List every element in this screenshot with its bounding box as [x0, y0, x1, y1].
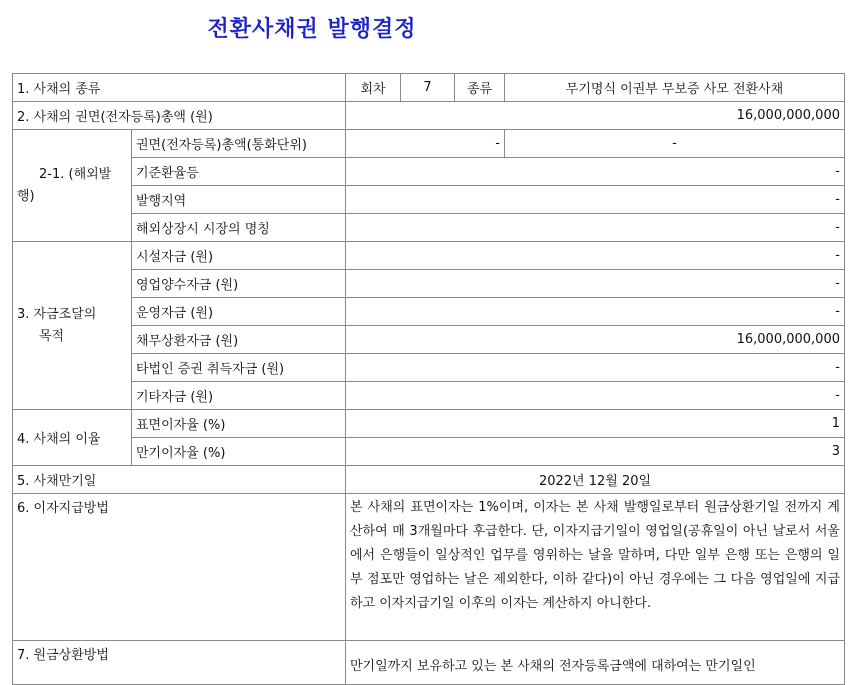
coupon-rate-label: 표면이자율 (%) — [132, 410, 346, 438]
debt-repayment-fund-label: 채무상환자금 (원) — [132, 326, 346, 354]
round-label: 회차 — [346, 74, 401, 102]
overseas-market-value: - — [346, 214, 845, 242]
business-acquisition-fund-value: - — [346, 270, 845, 298]
row-label-bond-type: 1. 사채의 종류 — [13, 74, 346, 102]
table-row-debt-repayment-fund — [13, 326, 845, 354]
principal-repayment-label: 7. 원금상환방법 — [13, 641, 346, 685]
face-amount-value: 16,000,000,000 — [346, 102, 845, 130]
business-acquisition-fund-label: 영업양수자금 (원) — [132, 270, 346, 298]
table-row-overseas-amount — [13, 130, 845, 158]
table-row-overseas-market — [13, 214, 845, 242]
round-value: 7 — [401, 74, 455, 102]
table-row-coupon-rate — [13, 410, 845, 438]
page-title: 전환사채권 발행결정 — [207, 17, 417, 42]
principal-repayment-value: 만기일까지 보유하고 있는 본 사채의 전자등록금액에 대하여는 만기일인 — [346, 641, 845, 685]
securities-acquisition-fund-value: - — [346, 354, 845, 382]
group-label-overseas: 2-1. (해외발 행) — [13, 130, 132, 242]
exchange-rate-value: - — [346, 158, 845, 186]
table-row-principal-repayment — [13, 641, 845, 685]
table-row-operating-fund — [13, 298, 845, 326]
overseas-amount-value-a: - — [346, 130, 505, 158]
debt-repayment-fund-value: 16,000,000,000 — [346, 326, 845, 354]
table-row-face-amount — [13, 102, 845, 130]
coupon-rate-value: 1 — [346, 410, 845, 438]
group-label-fund-purpose: 3. 자금조달의 목적 — [13, 242, 132, 410]
group-label-interest-rate: 4. 사채의 이율 — [13, 410, 132, 466]
facility-fund-value: - — [346, 242, 845, 270]
operating-fund-value: - — [346, 298, 845, 326]
maturity-date-value: 2022년 12월 20일 — [346, 466, 845, 494]
overseas-amount-label: 권면(전자등록)총액(통화단위) — [132, 130, 346, 158]
issue-region-label: 발행지역 — [132, 186, 346, 214]
operating-fund-label: 운영자금 (원) — [132, 298, 346, 326]
table-row-maturity-date — [13, 466, 845, 494]
interest-payment-label: 6. 이자지급방법 — [13, 494, 346, 641]
table-row-facility-fund — [13, 242, 845, 270]
other-fund-label: 기타자금 (원) — [132, 382, 346, 410]
overseas-market-label: 해외상장시 시장의 명칭 — [132, 214, 346, 242]
maturity-date-label: 5. 사채만기일 — [13, 466, 346, 494]
overseas-amount-value-b: - — [505, 130, 845, 158]
maturity-rate-label: 만기이자율 (%) — [132, 438, 346, 466]
table-row-bond-type — [13, 74, 845, 102]
table-row-other-fund — [13, 382, 845, 410]
interest-payment-value: 본 사채의 표면이자는 1%이며, 이자는 본 사채 발행일로부터 원금상환기일 전까지 계산하여 매 3개월마다 후급한다. 단, 이자지급기일이 영업일(공휴일이 아닌 날로서 서울에서 은행들이 일상적인 업무를 영위하는 날을 말하며, 다만 일부 은행 또는 은행의 일부 점포만 영업하는 날은 제외한다, 이하 같다)이 아닌 경우에는 그 다음 영업일에 지급하고 이자지급기일 이후의 이자는 계산하지 아니한다. — [346, 494, 845, 641]
disclosure-table — [12, 73, 845, 685]
facility-fund-label: 시설자금 (원) — [132, 242, 346, 270]
other-fund-value: - — [346, 382, 845, 410]
exchange-rate-label: 기준환율등 — [132, 158, 346, 186]
table-row-business-acquisition-fund — [13, 270, 845, 298]
table-row-securities-acquisition-fund — [13, 354, 845, 382]
type-value: 무기명식 이권부 무보증 사모 전환사채 — [505, 74, 845, 102]
securities-acquisition-fund-label: 타법인 증권 취득자금 (원) — [132, 354, 346, 382]
table-row-issue-region — [13, 186, 845, 214]
type-label: 종류 — [455, 74, 505, 102]
maturity-rate-value: 3 — [346, 438, 845, 466]
table-row-maturity-rate — [13, 438, 845, 466]
table-row-exchange-rate — [13, 158, 845, 186]
row-label-face-amount: 2. 사채의 권면(전자등록)총액 (원) — [13, 102, 346, 130]
table-row-interest-payment — [13, 494, 845, 641]
issue-region-value: - — [346, 186, 845, 214]
